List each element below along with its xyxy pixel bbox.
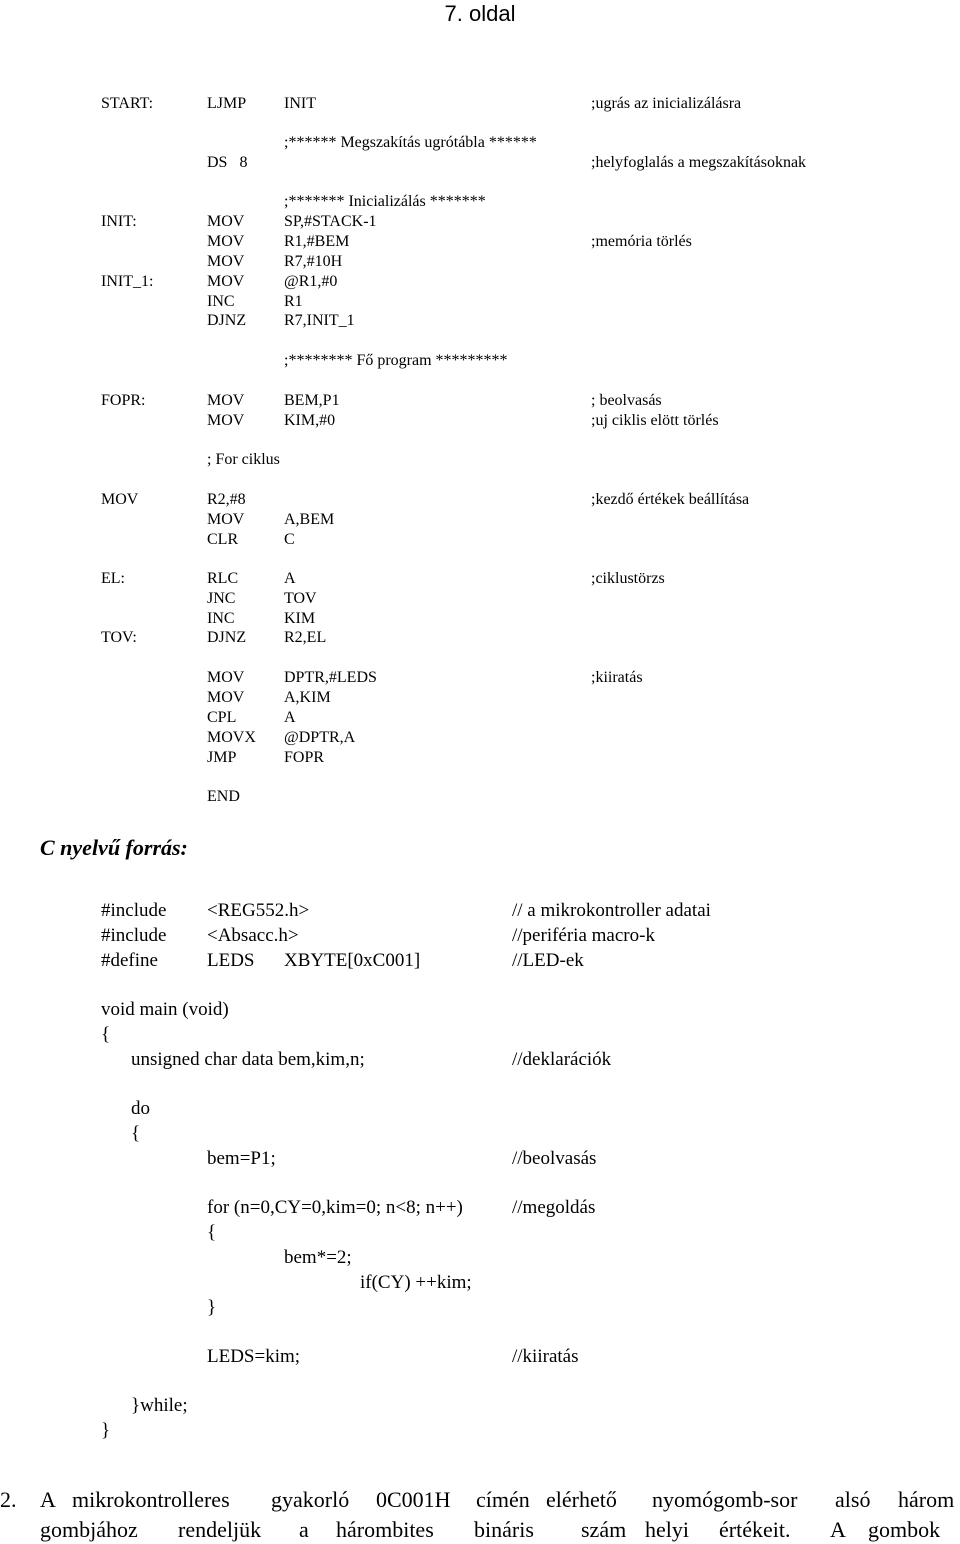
asm-opcode: JMP [207,749,237,766]
asm-line [0,569,960,589]
c-code-line [0,1345,960,1369]
c-comment: //beolvasás [512,1148,597,1169]
asm-operand: ;******** Fő program ********* [284,352,508,369]
asm-operand: @DPTR,A [284,729,356,746]
asm-opcode: R2,#8 [207,491,246,508]
paragraph-word: gombjához [40,1517,138,1542]
asm-opcode: ; For ciklus [207,451,280,468]
asm-operand: A [284,709,296,726]
asm-operand: A,BEM [284,511,335,528]
asm-line [0,728,960,748]
asm-operand: KIM [284,610,316,627]
asm-comment: ; beolvasás [591,392,662,409]
c-code: do [131,1098,150,1119]
paragraph-word: gombok [868,1517,941,1542]
paragraph-word: címén [476,1487,530,1512]
c-code: <Absacc.h> [207,925,299,946]
c-code-line [0,1419,960,1443]
asm-operand: ;****** Megszakítás ugrótábla ****** [284,134,537,151]
c-code: #include [101,900,167,921]
asm-comment: ;uj ciklis elött törlés [591,412,719,429]
asm-operand: R7,#10H [284,253,343,270]
page-header: 7. oldal [444,1,516,26]
c-code: { [207,1222,217,1243]
asm-opcode: INC [207,293,235,310]
asm-opcode: DJNZ [207,629,247,646]
paragraph-word: gyakorló [271,1487,350,1512]
paragraph-word: rendeljük [178,1517,262,1542]
asm-operand: DPTR,#LEDS [284,669,377,686]
c-comment: //LED-ek [512,950,584,971]
c-comment: // a mikrokontroller adatai [512,900,711,921]
asm-opcode: END [207,788,240,805]
asm-operand: R1 [284,293,303,310]
c-code-line [0,949,960,973]
paragraph-word: A [830,1517,846,1542]
asm-opcode: DJNZ [207,312,247,329]
c-comment: //megoldás [512,1197,596,1218]
c-code: unsigned char data bem,kim,n; [131,1049,365,1070]
c-code: } [207,1297,217,1318]
paragraph-word: a [299,1517,309,1542]
c-code-line [0,1246,960,1270]
asm-opcode: RLC [207,570,239,587]
asm-line [0,94,960,114]
asm-comment: ;kiiratás [591,669,643,686]
c-code-line [0,1097,960,1121]
asm-operand: KIM,#0 [284,412,336,429]
c-code-line [0,924,960,948]
asm-line [0,411,960,431]
c-code: void main (void) [101,999,229,1020]
paragraph-line-1 [0,1486,960,1514]
c-code: LEDS=kim; [207,1346,301,1367]
paragraph-word: nyomógomb-sor [652,1487,798,1512]
paragraph-word: szám [581,1517,627,1542]
asm-opcode: MOVX [207,729,256,746]
asm-line [0,708,960,728]
asm-label: TOV: [101,629,137,646]
asm-label: MOV [101,491,139,508]
asm-operand: ;******* Inicializálás ******* [284,193,486,210]
asm-operand: BEM,P1 [284,392,340,409]
asm-opcode: MOV [207,669,245,686]
c-code: <REG552.h> [207,900,310,921]
asm-line [0,787,960,807]
c-code-line [0,1023,960,1047]
c-code-line [0,1147,960,1171]
asm-opcode: MOV [207,253,245,270]
c-code: #define [101,950,158,971]
c-code: }while; [131,1395,188,1416]
asm-line [0,589,960,609]
c-code-line [0,899,960,923]
asm-line [0,688,960,708]
asm-operand: INIT [284,95,316,112]
asm-operand: C [284,531,295,548]
asm-operand: R2,EL [284,629,327,646]
asm-opcode: MOV [207,392,245,409]
asm-opcode: CPL [207,709,237,726]
paragraph-word: elérhető [546,1487,617,1512]
c-source-heading: C nyelvű forrás: [40,835,188,860]
asm-opcode: CLR [207,531,239,548]
c-code: if(CY) ++kim; [360,1272,472,1293]
paragraph-word: A [40,1487,56,1512]
asm-line [0,252,960,272]
asm-line [0,510,960,530]
asm-line [0,192,960,212]
paragraph-word: alsó [835,1487,871,1512]
asm-line [0,272,960,292]
c-code: XBYTE[0xC001] [284,950,421,971]
asm-line [0,133,960,153]
c-code-line [0,1394,960,1418]
paragraph-word: értékeit. [719,1517,791,1542]
c-code-line [0,1221,960,1245]
asm-opcode: MOV [207,273,245,290]
asm-comment: ;memória törlés [591,233,692,250]
asm-label: EL: [101,570,125,587]
c-code: #include [101,925,167,946]
asm-operand: R1,#BEM [284,233,350,250]
asm-label: INIT_1: [101,273,154,290]
asm-operand: R7,INIT_1 [284,312,355,329]
asm-line [0,748,960,768]
asm-opcode: MOV [207,213,245,230]
paragraph-word: 2. [0,1487,17,1512]
asm-opcode: MOV [207,689,245,706]
asm-operand: TOV [284,590,317,607]
paragraph-word: bináris [474,1517,534,1542]
asm-opcode: MOV [207,233,245,250]
asm-line [0,153,960,173]
paragraph-word: helyi [645,1517,689,1542]
c-code: { [131,1123,141,1144]
paragraph-word: mikrokontrolleres [72,1487,230,1512]
asm-operand: @R1,#0 [284,273,338,290]
asm-comment: ;kezdő értékek beállítása [591,491,750,508]
c-code: LEDS [207,950,255,971]
asm-line [0,668,960,688]
asm-opcode: MOV [207,511,245,528]
asm-line [0,292,960,312]
asm-comment: ;ugrás az inicializálásra [591,95,742,112]
asm-operand: SP,#STACK-1 [284,213,377,230]
asm-label: START: [101,95,154,112]
c-code-line [0,1296,960,1320]
asm-opcode: LJMP [207,95,247,112]
paragraph-word: három [898,1487,955,1512]
c-comment: //deklarációk [512,1049,612,1070]
c-code: } [101,1420,111,1441]
asm-comment: ;helyfoglalás a megszakításoknak [591,154,807,171]
asm-line [0,490,960,510]
asm-line [0,212,960,232]
c-code: bem=P1; [207,1148,276,1169]
asm-line [0,311,960,331]
c-code-line [0,1048,960,1072]
paragraph-word: 0C001H [376,1487,451,1512]
asm-operand: A,KIM [284,689,331,706]
asm-line [0,628,960,648]
asm-line [0,530,960,550]
asm-line [0,609,960,629]
asm-label: INIT: [101,213,137,230]
c-code: { [101,1024,111,1045]
c-code: bem*=2; [284,1247,352,1268]
c-comment: //periféria macro-k [512,925,655,946]
asm-opcode: DS 8 [207,154,248,171]
paragraph-line-2 [0,1516,960,1544]
c-code-line [0,998,960,1022]
asm-opcode: MOV [207,412,245,429]
c-code-line [0,1271,960,1295]
c-code-line [0,1122,960,1146]
c-code: for (n=0,CY=0,kim=0; n<8; n++) [207,1197,463,1218]
asm-operand: FOPR [284,749,325,766]
asm-line [0,391,960,411]
asm-line [0,351,960,371]
asm-comment: ;ciklustörzs [591,570,665,587]
asm-label: FOPR: [101,392,146,409]
asm-opcode: JNC [207,590,236,607]
c-comment: //kiiratás [512,1346,579,1367]
c-code-line [0,1196,960,1220]
asm-line [0,232,960,252]
asm-line [0,450,960,470]
asm-opcode: INC [207,610,235,627]
asm-operand: A [284,570,296,587]
paragraph-word: hárombites [336,1517,434,1542]
